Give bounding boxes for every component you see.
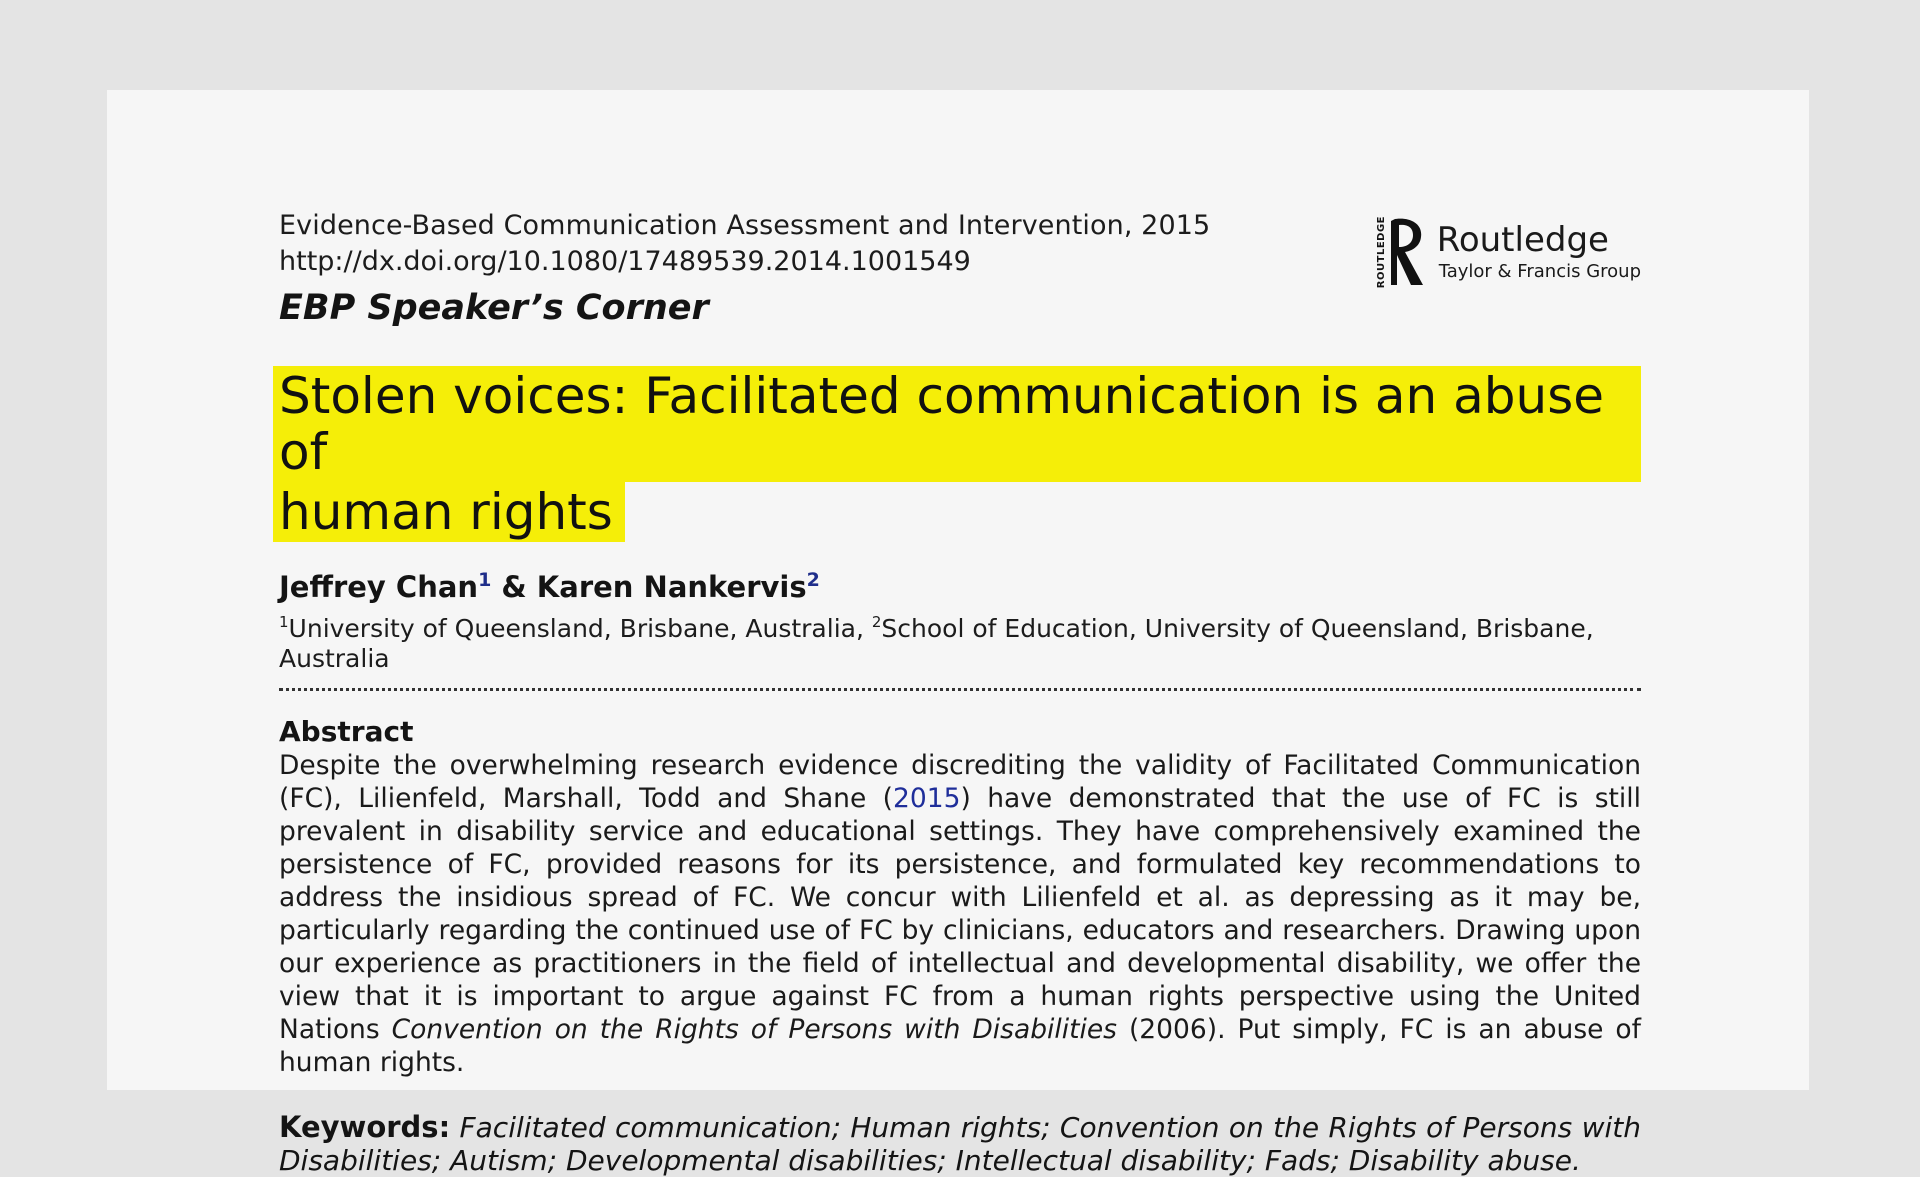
article-title xyxy=(273,366,1641,542)
publisher-logo xyxy=(1376,216,1641,288)
abstract-text: (2006). Put simply, FC is an abuse of human rights. xyxy=(279,1014,1641,1078)
abstract-text: ) have demonstrated that the use of FC is still prevalent in disability service and educational settings. They have comprehensively examined the persistence of FC, provided reasons for its persistence, and formulated key recommendations to address the insidious spread of FC. We concur with Lilienfeld et al. as depressing as it may be, particularly regarding the continued use of FC by clinicians, educators and researchers. Drawing upon our experience as practitioners in the field of intellectual and developmental disability, we offer the view that it is important to argue against FC from a human rights perspective using the United Nations xyxy=(279,783,1642,1045)
author-name: Karen Nankervis xyxy=(536,570,807,604)
abstract-italic-text: Convention on the Rights of Persons with Disabilities xyxy=(391,1014,1117,1045)
citation-link[interactable]: 2015 xyxy=(893,783,961,814)
keywords xyxy=(279,1111,1641,1177)
affiliation-marker: 1 xyxy=(279,613,289,631)
author-list xyxy=(279,562,1641,605)
doi-link[interactable]: http://dx.doi.org/10.1080/17489539.2014.1001549 xyxy=(279,246,971,277)
title-line-1: Stolen voices: Facilitated communication is an abuse of xyxy=(273,366,1641,482)
keywords-label: Keywords: xyxy=(279,1110,451,1144)
routledge-r-mark-icon xyxy=(1389,217,1427,287)
publisher-name: Routledge xyxy=(1436,220,1609,261)
journal-citation: Evidence-Based Communication Assessment and Intervention, 2015 xyxy=(279,210,1211,241)
publisher-vertical-text: ROUTLEDGE xyxy=(1375,216,1387,289)
paper-content xyxy=(279,208,1641,1177)
title-line-2: human rights xyxy=(273,482,625,542)
author-affiliation-link[interactable]: 2 xyxy=(806,569,820,591)
paper-page xyxy=(107,90,1809,1177)
abstract-text: Despite the overwhelming research evidence discrediting the validity of Facilitated Communication (FC), Lilienfeld, Marshall, Todd and Shane ( xyxy=(279,750,1641,814)
affiliation-text: School of Education, University of Queensland, Brisbane, Australia xyxy=(279,614,1594,673)
publisher-subtitle: Taylor & Francis Group xyxy=(1438,261,1641,283)
section-label: EBP Speaker’s Corner xyxy=(279,288,709,328)
affiliation-text: University of Queensland, Brisbane, Australia, xyxy=(288,614,872,643)
affiliation-marker: 2 xyxy=(871,613,882,631)
author-name: Jeffrey Chan xyxy=(279,570,479,604)
abstract-body xyxy=(279,749,1641,1079)
abstract-heading: Abstract xyxy=(279,715,414,748)
author-affiliation-link[interactable]: 1 xyxy=(478,569,492,591)
routledge-logo-icon xyxy=(1376,216,1427,288)
publisher-text xyxy=(1436,220,1641,283)
keywords-list: Facilitated communication; Human rights; Convention on the Rights of Persons with Disabilities; Autism; Developmental disabilities; Intellectual disability; Fads; Disability abuse. xyxy=(279,1111,1641,1177)
affiliations xyxy=(279,607,1641,674)
dotted-divider xyxy=(279,688,1641,691)
author-separator: & xyxy=(491,570,537,604)
